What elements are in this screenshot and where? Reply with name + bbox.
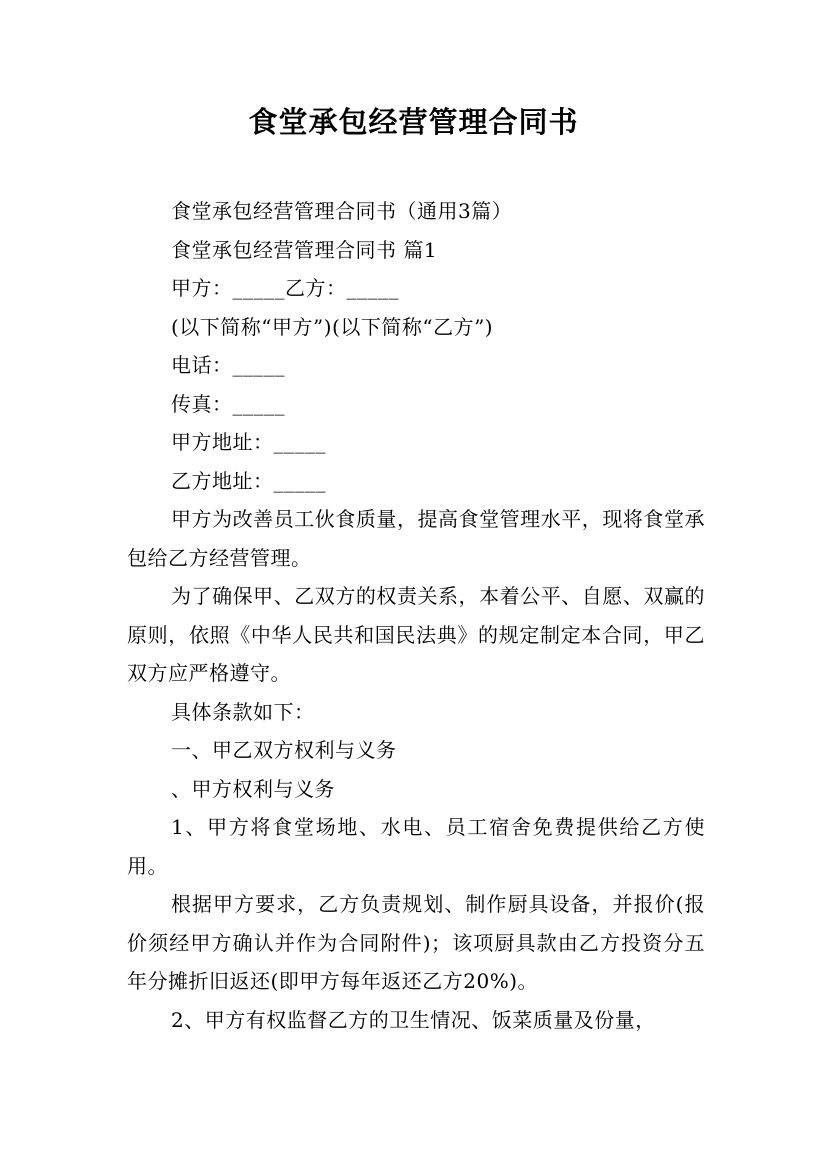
paragraph-equipment: 根据甲方要求，乙方负责规划、制作厨具设备，并报价(报价须经甲方确认并作为合同附件)；该项厨具款由乙方投资分五年分摊折旧返还(即甲方每年返还乙方20%)。 [127, 892, 705, 993]
paragraph-principles: 为了确保甲、乙双方的权责关系，本着公平、自愿、双赢的原则，依照《中华人民共和国民法典》的规定制定本合同，甲乙双方应严格遵守。 [127, 584, 705, 685]
paragraph-purpose: 甲方为改善员工伙食质量，提高食堂管理水平，现将食堂承包给乙方经营管理。 [127, 507, 705, 570]
paragraph-terms-intro: 具体条款如下： [171, 699, 315, 724]
document-body [127, 192, 705, 1039]
paragraph-party-a-rights: 、甲方权利与义务 [171, 776, 335, 801]
paragraph-abbreviations: (以下简称“甲方”)(以下简称“乙方”) [171, 314, 494, 339]
paragraph-section-heading: 食堂承包经营管理合同书 篇1 [171, 237, 438, 262]
paragraph-party-b-address: 乙方地址：_____ [171, 468, 326, 493]
paragraph-parties: 甲方：_____乙方：_____ [171, 276, 399, 300]
paragraph-fax: 传真：_____ [171, 391, 285, 416]
paragraph-subtitle: 食堂承包经营管理合同书（通用3篇） [171, 199, 513, 223]
paragraph-clause-heading: 一、甲乙双方权利与义务 [171, 738, 397, 762]
paragraph-item-2: 2、甲方有权监督乙方的卫生情况、饭菜质量及份量， [171, 1007, 656, 1032]
paragraph-party-a-address: 甲方地址：_____ [171, 430, 326, 454]
paragraph-phone: 电话：_____ [171, 353, 285, 377]
document-title: 食堂承包经营管理合同书 [248, 105, 579, 139]
paragraph-item-1: 1、甲方将食堂场地、水电、员工宿舍免费提供给乙方使用。 [127, 815, 705, 878]
